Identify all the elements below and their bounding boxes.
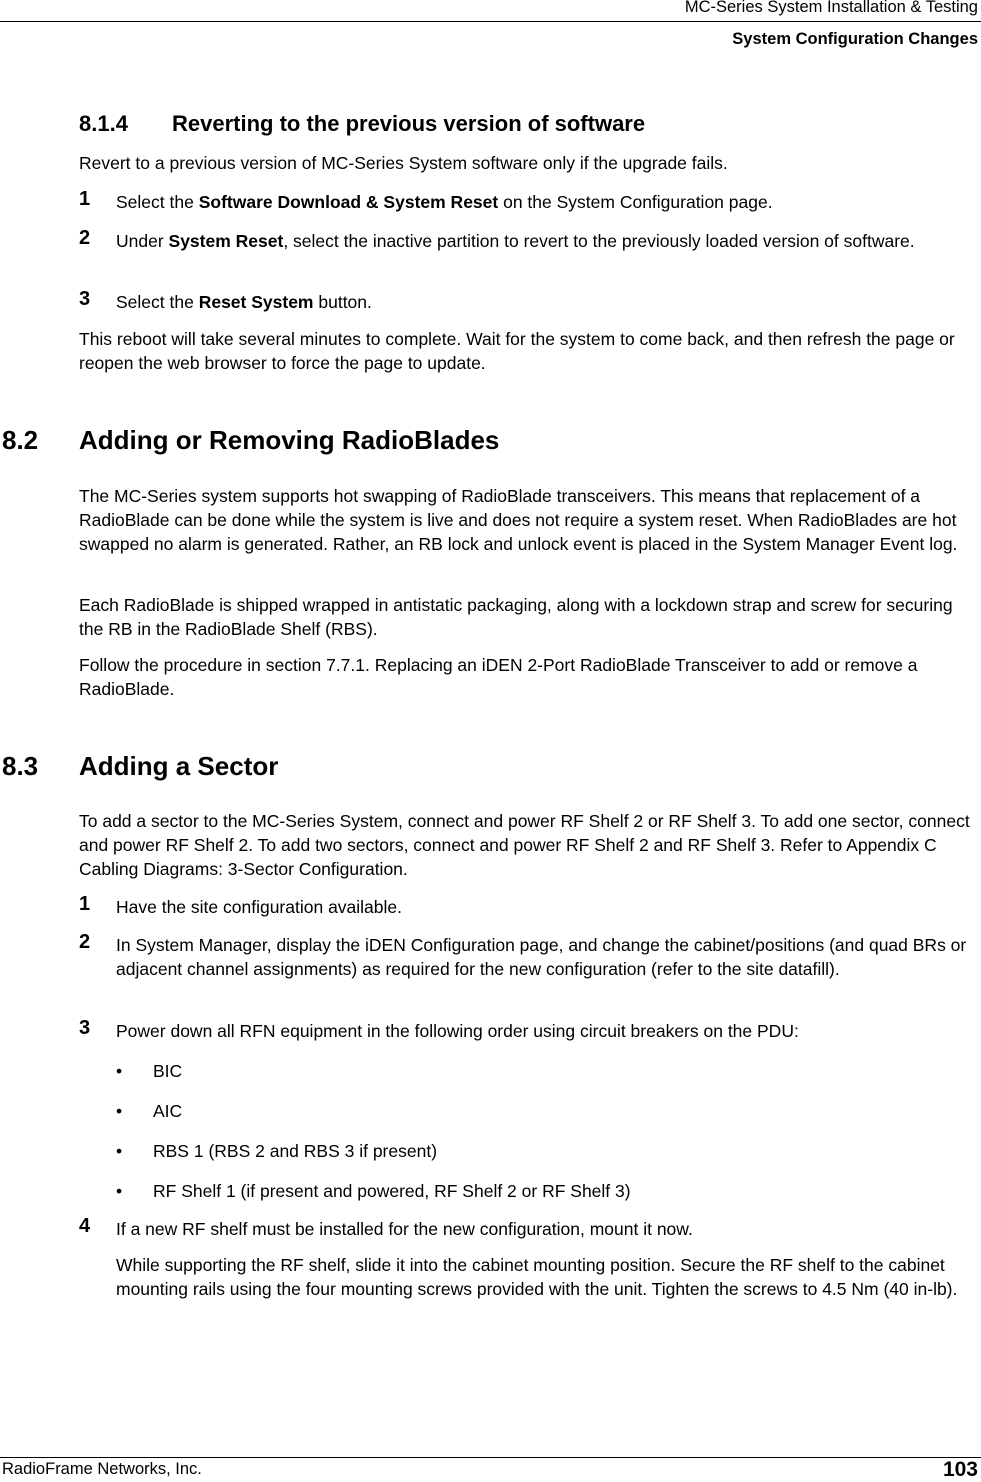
section-title: Reverting to the previous version of software [172, 111, 646, 136]
section-8-2-heading [2, 425, 499, 456]
paragraph: The MC-Series system supports hot swapping of RadioBlade transceivers. This means that replacement of a RadioBlade can be done while the system is live and does not require a system reset. When RadioBlades are hot swapped no alarm is generated. Rather, an RB lock and unlock event is placed in the System Manager Event log. [79, 486, 958, 554]
section-8-1-4-intro: Revert to a previous version of MC-Series System software only if the upgrade fails. [79, 153, 728, 173]
step-item [79, 190, 979, 214]
step-number: 1 [79, 188, 91, 210]
section-8-1-4-heading [79, 111, 645, 137]
step-item [79, 895, 979, 919]
section-8-3-heading [2, 751, 278, 782]
step-number: 4 [79, 1215, 91, 1237]
bullet-item: • RF Shelf 1 (if present and powered, RF Shelf 2 or RF Shelf 3) [116, 1181, 631, 1201]
page-number: 103 [942, 1458, 978, 1481]
section-8-3-intro: To add a sector to the MC-Series System, connect and power RF Shelf 2 or RF Shelf 3. To add one sector, connect and power RF Shelf 2. To add two sectors, connect and power RF Shelf 2 and RF Shelf 3. Refer to Appendix C Cabling Diagrams: 3-Sector Configuration. [79, 811, 970, 879]
section-number: 8.2 [2, 425, 39, 455]
bullet-icon: • [116, 1181, 123, 1201]
step-item [79, 1019, 979, 1043]
step-text: If a new RF shelf must be installed for the new configuration, mount it now. [116, 1219, 693, 1239]
step-text: Under System Reset, select the inactive partition to revert to the previously loaded version of software. [116, 231, 915, 251]
step-number: 2 [79, 227, 91, 249]
footer-company: RadioFrame Networks, Inc. [2, 1460, 202, 1478]
header-rule [0, 21, 981, 22]
section-number: 8.3 [2, 751, 39, 781]
step-number: 3 [79, 1017, 91, 1039]
header-chapter-title: System Configuration Changes [732, 30, 978, 48]
bullet-item: • BIC [116, 1061, 183, 1081]
step-text: Have the site configuration available. [116, 897, 403, 917]
bullet-icon: • [116, 1061, 123, 1081]
step-4-detail: While supporting the RF shelf, slide it into the cabinet mounting position. Secure the RF shelf to the cabinet mounting rails using the four mounting screws provided with the unit. Tighten the screws to 4.5 Nm (40 in-lb). [116, 1255, 958, 1299]
step-item [79, 229, 979, 253]
header-doc-title: MC-Series System Installation & Testing [684, 0, 978, 16]
bullet-item: • RBS 1 (RBS 2 and RBS 3 if present) [116, 1141, 438, 1161]
step-text: In System Manager, display the iDEN Configuration page, and change the cabinet/positions (and quad BRs or adjacent channel assignments) as required for the new configuration (refer to the site datafill). [116, 935, 967, 979]
step-item [79, 290, 979, 314]
step-item [79, 933, 979, 981]
footer-rule [0, 1457, 981, 1458]
bullet-icon: • [116, 1141, 123, 1161]
section-title: Adding a Sector [79, 751, 279, 781]
step-text: Select the Software Download & System Reset on the System Configuration page. [116, 192, 773, 212]
paragraph: Each RadioBlade is shipped wrapped in antistatic packaging, along with a lockdown strap and screw for securing the RB in the RadioBlade Shelf (RBS). [79, 595, 953, 639]
bullet-icon: • [116, 1101, 123, 1121]
bullet-item: • AIC [116, 1101, 183, 1121]
section-number: 8.1.4 [79, 111, 128, 136]
step-text: Select the Reset System button. [116, 292, 372, 312]
section-8-1-4-outro: This reboot will take several minutes to complete. Wait for the system to come back, and then refresh the page or reopen the web browser to force the page to update. [79, 329, 955, 373]
step-number: 3 [79, 288, 91, 310]
paragraph: Follow the procedure in section 7.7.1. Replacing an iDEN 2-Port RadioBlade Transceiver to add or remove a RadioBlade. [79, 655, 918, 699]
step-text: Power down all RFN equipment in the following order using circuit breakers on the PDU: [116, 1021, 799, 1041]
step-number: 1 [79, 893, 91, 915]
step-item [79, 1217, 979, 1241]
step-number: 2 [79, 931, 91, 953]
section-title: Adding or Removing RadioBlades [79, 425, 500, 455]
